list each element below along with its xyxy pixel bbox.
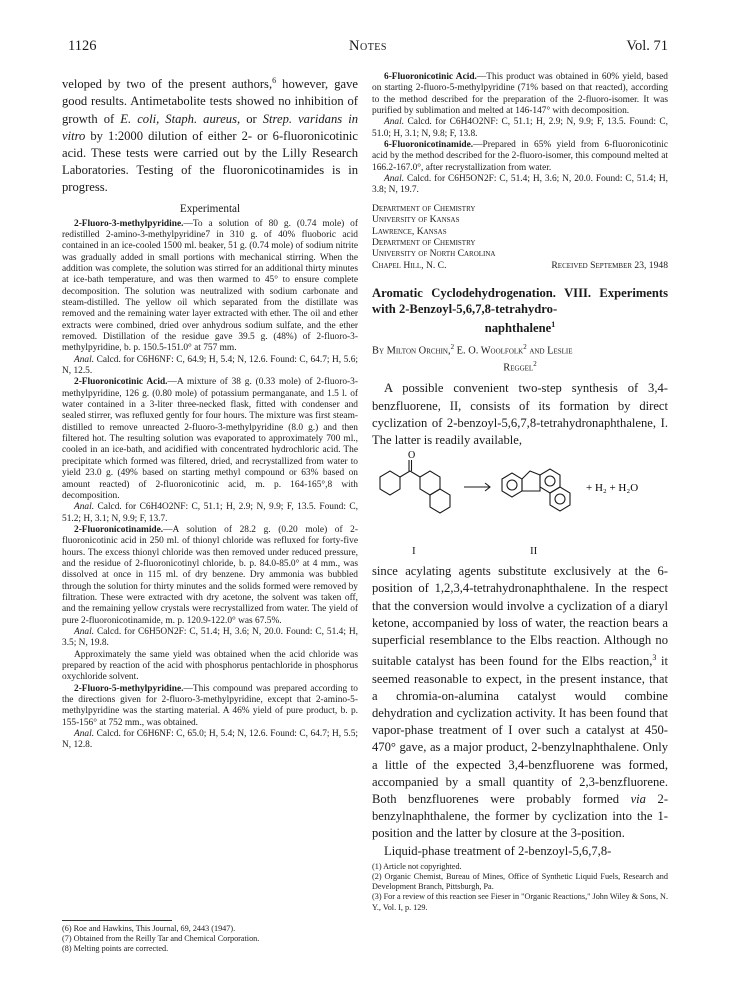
- ring-d: [550, 487, 570, 511]
- author-byline: By Milton Orchin,$^2$ E. O. Woolfolk$^2$ and Leslie Reggel$^2$: [372, 343, 573, 374]
- ring-five: [522, 471, 540, 491]
- body-paragraph: A possible convenient two-step synthesis of 3,4-benzfluorene, II, consists of its formation by direct cyclization of 2-benzoyl-5,6,7,8-tetrahydronaphthalene, I. The latter is readily available,: [372, 381, 668, 447]
- article-title: Aromatic Cyclodehydrogenation. VIII. Experiments with 2-Benzoyl-5,6,7,8-tetrahydro- naphthalene$^1$: [372, 286, 668, 336]
- footnote-rule: [62, 920, 172, 921]
- compound-label-II: II: [530, 545, 538, 558]
- received-date: Received September 23, 1948: [551, 259, 668, 271]
- page-header: [68, 38, 668, 58]
- footnote: (6) Roe and Hawkins, This Journal, 69, 2443 (1947).: [62, 924, 236, 933]
- procedure-paragraph: 6-Fluoronicotinic Acid.—This product was obtained in 60% yield, based on starting 2-fluoro-5-methylpyridine (71% based on that reacted), according to the method described for the preparation of the 2-fluoro-isomer. It was purified by sublimation and melted at 146-147° with decomposition.: [372, 72, 668, 117]
- procedure-paragraph: 2-Fluoronicotinamide.—A solution of 28.2 g. (0.20 mole) of 2-fluoronicotinic acid in 250 ml. of thionyl chloride was refluxed for forty-five hours. The excess thionyl chloride was then removed under reduced pressure, and the residue of 2-fluoronicotinyl chloride, b. p. 84.0-85.0° at 4 mm., was dissolved at once in 115 ml. of dry benzene. Dry ammonia was bubbled through the solution for thirty minutes and the solids formed were removed by filtration. These were extracted with dry acetone, the solvent was taken off, and the remaining yellow crystals were recrystallized from water. The yield of pure 2-fluoronicotinamide, m. p. 120.9-122.0° was 67.5%.: [62, 524, 358, 626]
- saturated-ring: [430, 489, 450, 513]
- page-number: 1126: [68, 38, 97, 54]
- intro-paragraph: veloped by two of the present authors,$^6$ however, gave good results. Antimetabolite tests showed no inhibition of growth of E. coli, Staph. aureus, or Strep. varidans in vitro by 1:2000 dilution of either 2- or 6-fluoronicotinic acid. These tests were carried out by the Lilly Research Laboratories. Testing of the fluoronicotinamides is in progress.: [62, 76, 359, 195]
- footnote: (7) Obtained from the Reilly Tar and Chemical Corporation.: [62, 934, 260, 944]
- phenyl-ring: [380, 471, 400, 495]
- procedure-paragraph: 6-Fluoronicotinamide.—Prepared in 65% yield from 6-fluoronicotinic acid by the method described for the 2-fluoro-isomer, this compound melted at 166.2-167.0°, after recrystallization from water.: [372, 140, 668, 173]
- affiliation-kansas: Department of Chemistry University of Kansas Lawrence, Kansas: [372, 202, 476, 237]
- affiliation-north-carolina: Department of Chemistry University of North Carolina Chapel Hill, N. C. Received September 23, 1948: [372, 237, 668, 271]
- reaction-scheme: [372, 451, 668, 561]
- analysis-paragraph: Anal. Calcd. for C6H5ON2F: C, 51.4; H, 3.6; N, 20.0. Found: C, 51.4; H, 3.8; N, 19.7.: [372, 174, 668, 196]
- ring-a: [502, 473, 522, 497]
- analysis-paragraph: Anal. Calcd. for C6H6NF: C, 64.9; H, 5.4; N, 12.6. Found: C, 64.7; H, 5.6; N, 12.5.: [62, 354, 358, 377]
- note-paragraph: Approximately the same yield was obtained when the acid chloride was prepared by reaction of the acid with phosphorus pentachloride in phosphorus oxychloride solvent.: [62, 649, 358, 683]
- section-title: Notes: [349, 38, 387, 54]
- byproducts-label: + H₂ + H₂O: [586, 482, 639, 495]
- body-paragraph: Liquid-phase treatment of 2-benzoyl-5,6,7,8-: [384, 843, 612, 858]
- experimental-heading: Experimental: [179, 202, 241, 215]
- procedure-paragraph: 2-Fluoro-3-methylpyridine.—To a solution of 80 g. (0.74 mole) of redistilled 2-amino-3-methylpyridine7 in 310 g. of 40% fluoboric acid contained in an ice-cooled 1500 ml. beaker, 51 g. (0.74 mole) of sodium nitrite was gradually added in small portions with mechanical stirring. When the addition was complete, the solution was stirred for an additional thirty minutes at ice-bath temperature, and was then warmed to 45° to ensure complete decomposition. The solution was neutralized with sodium carbonate and steam-distilled. The yellow oil which separated from the distillate was removed and the remaining water layer extracted with ether. The oil and ether extracts were combined, dried over anhydrous sodium sulfate, and the ether removed. Distillation of the residue gave 39.5 g. (48%) of 2-fluoro-3-methylpyridine, b. p. 150.5-151.0° at 757 mm.: [62, 218, 358, 354]
- footnote: (8) Melting points are corrected.: [62, 944, 169, 954]
- analysis-paragraph: Anal. Calcd. for C6H5ON2F: C, 51.4; H, 3.6; N, 20.0. Found: C, 51.4; H, 3.5; N, 19.8.: [62, 626, 358, 649]
- footnote: (1) Article not copyrighted.: [372, 861, 462, 871]
- right-column: [372, 72, 668, 913]
- left-column: [62, 72, 358, 752]
- procedure-paragraph: 2-Fluoronicotinic Acid.—A mixture of 38 g. (0.33 mole) of 2-fluoro-3-methylpyridine, 126 g. (0.80 mole) of potassium permanganate, and 1.5 l. of water contained in a 3-liter three-necked flask, fitted with condenser and sealed stirrer, was refluxed gently for four hours. The mixture was first steam-distilled to remove unreacted 2-fluoro-3-methylpyridine (8.0 g.) and then filtered hot. The resulting solution was evaporated to approximately 700 ml., cooled in an ice-bath, and acidified with concentrated hydrochloric acid. The precipitate which formed was filtered, dried, and recrystallized from water to yield 23.0 g. (49% based on starting methyl compound or 63% based on amount reacted) of 2-fluoronicotinic acid, m. p. 164-165°,8 with decomposition.: [62, 377, 358, 501]
- analysis-paragraph: Anal. Calcd. for C6H4O2NF: C, 51.1; H, 2.9; N, 9.9; F, 13.5. Found: C, 51.2; H, 3.1; N, 9.9; F, 13.7.: [62, 502, 358, 524]
- footnote: (3) For a review of this reaction see Fieser in "Organic Reactions," John Wiley & Sons, N. Y., Vol. I, p. 129.: [372, 892, 668, 912]
- volume-label: Vol. 71: [626, 38, 668, 54]
- body-paragraph: since acylating agents substitute exclusively at the 6-position of 1,2,3,4-tetrahydronaphthalene. In the respect that the conversion would involve a cyclization of a diaryl ketone, accompanied by loss of water, the reaction bears a superficial resemblance to the Elbs reaction. Although no suitable catalyst has been found for the Elbs reaction,$^3$ it seemed reasonable to expect, in the present instance, that a chromia-on-alumina catalyst would combine dehydration and cyclization activity. It has been found that vapor-phase treatment of I over such a catalyst at 450-470° gave, as a major product, 2-benzylnaphthalene. Only a little of the expected 3,4-benzfluorene was formed, accompanied by a small quantity of 2,3-benzfluorene. Both benzfluorenes were probably formed via 2-benzylnaphthalene, the former by cyclization into the 1-position and the latter by closure at the 3-position.: [372, 564, 669, 841]
- compound-label-I: I: [412, 545, 416, 558]
- oxygen-label: O: [408, 451, 416, 462]
- procedure-paragraph: 2-Fluoro-5-methylpyridine.—This compound was prepared according to the directions given for 2-fluoro-3-methylpyridine, except that 2-amino-5-methylpyridine was the starting material. A 46% yield of pure product, b. p. 155-156° at 752 mm., was obtained.: [62, 683, 358, 728]
- analysis-paragraph: Anal. Calcd. for C6H6NF: C, 65.0; H, 5.4; N, 12.6. Found: C, 64.7; H, 5.5; N, 12.8.: [62, 729, 358, 751]
- analysis-paragraph: Anal. Calcd. for C6H4O2NF: C, 51.1; H, 2.9; N, 9.9; F, 13.5. Found: C, 51.0; H, 3.1; N, 9.8; F, 13.8.: [372, 117, 668, 139]
- reaction-scheme-drawing: [372, 451, 668, 561]
- footnote: (2) Organic Chemist, Bureau of Mines, Office of Synthetic Liquid Fuels, Research and Development Branch, Pittsburgh, Pa.: [372, 872, 668, 892]
- right-footnotes: [372, 862, 668, 913]
- left-footnotes: [62, 916, 358, 955]
